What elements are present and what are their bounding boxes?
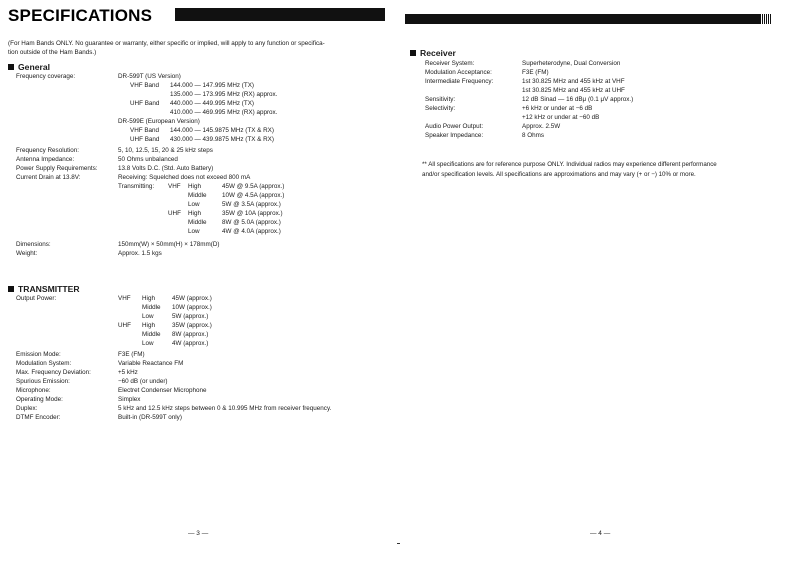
spec-label: Receiver System: xyxy=(425,60,475,67)
spec-value: +5 kHz xyxy=(118,369,138,376)
level-value: 35W (approx.) xyxy=(172,322,212,329)
band-value: 410.000 — 469.995 MHz (RX) approx. xyxy=(170,109,278,116)
band-label: VHF Band xyxy=(130,127,160,134)
band-value: 440.000 — 449.995 MHz (TX) xyxy=(170,100,254,107)
level-value: 45W @ 9.5A (approx.) xyxy=(222,183,285,190)
spec-label: Weight: xyxy=(16,250,38,257)
section-transmitter: TRANSMITTER xyxy=(8,284,80,294)
freq-label: Frequency coverage: xyxy=(16,73,76,80)
spec-value: Variable Reactance FM xyxy=(118,360,184,367)
band-value: 135.000 — 173.995 MHz (RX) approx. xyxy=(170,91,278,98)
spec-value: Superheterodyne, Dual Conversion xyxy=(522,60,621,67)
square-bullet-icon xyxy=(8,286,14,292)
level-value: 4W @ 4.0A (approx.) xyxy=(222,228,281,235)
band-label: VHF xyxy=(168,183,181,190)
level-value: 10W (approx.) xyxy=(172,304,212,311)
spec-value: 12 dB Sinad — 16 dBμ (0.1 μV approx.) xyxy=(522,96,634,103)
level-label: High xyxy=(188,183,201,190)
level-label: High xyxy=(142,295,155,302)
us-version: DR-599T (US Version) xyxy=(118,73,181,80)
square-bullet-icon xyxy=(410,50,416,56)
level-label: Middle xyxy=(188,192,207,199)
page-number-left: — 3 — xyxy=(188,530,209,537)
square-bullet-icon xyxy=(8,64,14,70)
spec-value: Electret Condenser Microphone xyxy=(118,387,207,394)
spec-value: 5, 10, 12.5, 15, 20 & 25 kHz steps xyxy=(118,147,213,154)
spec-label: Max. Frequency Deviation: xyxy=(16,369,91,376)
spec-label: Intermediate Frequency: xyxy=(425,78,494,85)
level-value: 5W @ 3.5A (approx.) xyxy=(222,201,281,208)
title-bar-right xyxy=(405,14,760,24)
level-label: Middle xyxy=(188,219,207,226)
level-value: 8W (approx.) xyxy=(172,331,209,338)
spec-value: 13.8 Volts D.C. (Std. Auto Battery) xyxy=(118,165,214,172)
section-receiver: Receiver xyxy=(410,48,456,58)
spec-label: Microphone: xyxy=(16,387,51,394)
spec-label: Dimensions: xyxy=(16,241,51,248)
spec-value: Built-in (DR-599T only) xyxy=(118,414,182,421)
level-value: 10W @ 4.5A (approx.) xyxy=(222,192,285,199)
spec-value: F3E (FM) xyxy=(522,69,549,76)
band-label: UHF Band xyxy=(130,136,160,143)
spec-label: Current Drain at 13.8V: xyxy=(16,174,81,181)
level-label: Low xyxy=(142,340,154,347)
barcode-mark xyxy=(760,14,772,24)
disclaimer-line-1: (For Ham Bands ONLY. No guarantee or warranty, either specific or implied, will apply to any function or specifica- xyxy=(8,40,325,47)
spec-value: 8 Ohms xyxy=(522,132,545,139)
spec-label: Speaker Impedance: xyxy=(425,132,484,139)
spec-label: Emission Mode: xyxy=(16,351,61,358)
band-label: UHF xyxy=(168,210,181,217)
page-title: SPECIFICATIONS xyxy=(8,6,153,25)
eu-version: DR-599E (European Version) xyxy=(118,118,200,125)
spec-value: Approx. 1.5 kgs xyxy=(118,250,162,257)
spec-label: Audio Power Output: xyxy=(425,123,484,130)
level-label: Middle xyxy=(142,331,161,338)
band-label: VHF Band xyxy=(130,82,160,89)
spec-label: Selectivity: xyxy=(425,105,456,112)
spec-label: Operating Mode: xyxy=(16,396,63,403)
spec-label: Modulation Acceptance: xyxy=(425,69,492,76)
spec-value: Approx. 2.5W xyxy=(522,123,561,130)
spec-value: Simplex xyxy=(118,396,141,403)
spec-label: Spurious Emission: xyxy=(16,378,70,385)
level-value: 45W (approx.) xyxy=(172,295,212,302)
spec-label: Sensitivity: xyxy=(425,96,456,103)
level-value: 4W (approx.) xyxy=(172,340,209,347)
spec-value: 150mm(W) × 50mm(H) × 178mm(D) xyxy=(118,241,220,248)
level-label: Middle xyxy=(142,304,161,311)
page-number-right: — 4 — xyxy=(590,530,611,537)
spec-value: 50 Ohms unbalanced xyxy=(118,156,178,163)
section-general: General xyxy=(8,62,50,72)
band-label: UHF Band xyxy=(130,100,160,107)
level-value: 5W (approx.) xyxy=(172,313,209,320)
spec-label: Output Power: xyxy=(16,295,57,302)
level-label: Low xyxy=(188,201,200,208)
level-label: Low xyxy=(188,228,200,235)
spec-value: Transmitting: xyxy=(118,183,155,190)
band-value: 144.000 — 147.995 MHz (TX) xyxy=(170,82,254,89)
spec-label: DTMF Encoder: xyxy=(16,414,61,421)
spec-label: Duplex: xyxy=(16,405,38,412)
spec-value: −60 dB (or under) xyxy=(118,378,168,385)
spec-value: Receiving: Squelched does not exceed 800 mA xyxy=(118,174,251,181)
level-value: 8W @ 5.0A (approx.) xyxy=(222,219,281,226)
footnote-line-2: and/or specification levels. All specifications are approximations and may vary (+ or −) 10% or more. xyxy=(422,171,696,178)
level-label: High xyxy=(142,322,155,329)
disclaimer-line-2: tion outside of the Ham Bands.) xyxy=(8,49,97,56)
band-value: 144.000 — 145.9875 MHz (TX & RX) xyxy=(170,127,274,134)
center-mark xyxy=(397,543,400,544)
spec-label: Antenna Impedance: xyxy=(16,156,75,163)
spec-value: +6 kHz or under at −6 dB xyxy=(522,105,593,112)
spec-value: 1st 30.825 MHz and 455 kHz at UHF xyxy=(522,87,625,94)
spec-value: F3E (FM) xyxy=(118,351,145,358)
spec-label: Frequency Resolution: xyxy=(16,147,80,154)
spec-value: 5 kHz and 12.5 kHz steps between 0 & 10.995 MHz from receiver frequency. xyxy=(118,405,332,412)
spec-value: 1st 30.825 MHz and 455 kHz at VHF xyxy=(522,78,625,85)
band-value: 430.000 — 439.9875 MHz (TX & RX) xyxy=(170,136,274,143)
footnote-line-1: ** All specifications are for reference purpose ONLY. Individual radios may experience different performance xyxy=(422,161,717,168)
title-bar-left xyxy=(175,8,385,21)
level-value: 35W @ 10A (approx.) xyxy=(222,210,283,217)
spec-value: +12 kHz or under at −60 dB xyxy=(522,114,600,121)
band-label: UHF xyxy=(118,322,131,329)
band-label: VHF xyxy=(118,295,131,302)
spec-label: Modulation System: xyxy=(16,360,72,367)
level-label: Low xyxy=(142,313,154,320)
level-label: High xyxy=(188,210,201,217)
spec-label: Power Supply Requirements: xyxy=(16,165,98,172)
